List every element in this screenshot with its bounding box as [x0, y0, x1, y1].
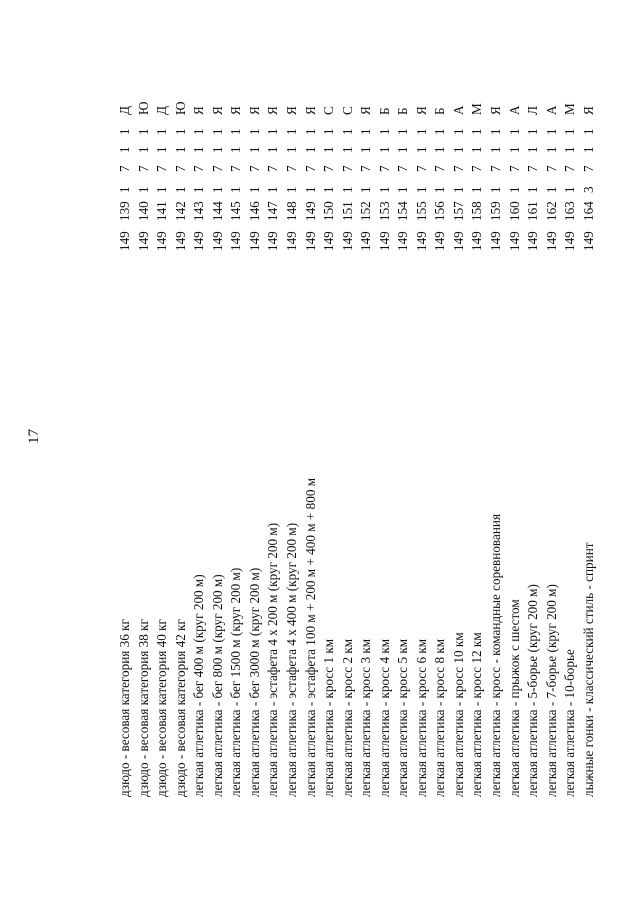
flag-b-cell: 1	[543, 128, 559, 135]
flag-b-cell: 1	[413, 128, 429, 135]
number-cell: 158	[469, 201, 485, 221]
flag-a-cell: 1	[543, 146, 559, 153]
type-cell: 1	[228, 186, 244, 193]
letter-code-cell: Б	[395, 107, 411, 115]
flag-b-cell: 1	[358, 128, 374, 135]
flag-b-cell: 1	[506, 128, 522, 135]
letter-code-cell: Ю	[172, 101, 188, 115]
group-cell: 7	[117, 165, 132, 172]
code-cell: 149	[246, 231, 262, 251]
type-cell: 1	[543, 186, 559, 193]
sport-discipline-name: дзюдо - весовая категория 36 кг	[117, 619, 132, 797]
table-row	[246, 0, 264, 905]
flag-a-cell: 1	[376, 146, 392, 153]
type-cell: 1	[283, 186, 299, 193]
letter-code-cell: Я	[228, 106, 244, 115]
sport-discipline-name: легкая атлетика - бег 800 м (круг 200 м)	[209, 574, 225, 797]
table-row	[506, 0, 524, 905]
table-row	[394, 0, 412, 905]
sport-discipline-name: легкая атлетика - кросс 10 км	[450, 632, 466, 797]
type-cell: 1	[321, 186, 337, 193]
group-cell: 7	[506, 165, 522, 172]
letter-code-cell: Я	[302, 106, 318, 115]
letter-code-cell: М	[469, 103, 485, 115]
table-row	[227, 0, 245, 905]
flag-a-cell: 1	[562, 146, 578, 153]
number-cell: 162	[543, 201, 559, 221]
table-row	[357, 0, 375, 905]
code-cell: 149	[283, 231, 299, 251]
letter-code-cell: Я	[488, 106, 503, 115]
group-cell: 7	[172, 165, 188, 172]
flag-a-cell: 1	[469, 146, 485, 153]
code-cell: 149	[172, 231, 188, 251]
code-cell: 149	[154, 231, 170, 251]
group-cell: 7	[154, 165, 170, 172]
group-cell: 7	[488, 165, 503, 172]
flag-b-cell: 1	[154, 128, 170, 135]
type-cell: 1	[562, 186, 578, 193]
table-row	[302, 0, 320, 905]
code-cell: 149	[265, 231, 281, 251]
table-row	[320, 0, 338, 905]
flag-b-cell: 1	[339, 128, 355, 135]
flag-a-cell: 1	[395, 146, 411, 153]
number-cell: 153	[376, 201, 392, 221]
page-number: 17	[26, 429, 42, 444]
sport-discipline-name: лыжные гонки - классический стиль - спринт	[580, 542, 596, 797]
type-cell: 1	[154, 186, 170, 193]
sport-discipline-name: легкая атлетика - кросс - командные соревнования	[488, 513, 503, 797]
flag-a-cell: 1	[321, 146, 337, 153]
type-cell: 1	[525, 186, 541, 193]
group-cell: 7	[339, 165, 355, 172]
flag-a-cell: 1	[525, 146, 541, 153]
flag-a-cell: 1	[228, 146, 244, 153]
flag-b-cell: 1	[283, 128, 299, 135]
letter-code-cell: Б	[376, 107, 392, 115]
group-cell: 7	[469, 165, 485, 172]
number-cell: 142	[172, 201, 188, 221]
code-cell: 149	[543, 231, 559, 251]
type-cell: 1	[135, 186, 151, 193]
letter-code-cell: Я	[358, 106, 374, 115]
table-row	[172, 0, 190, 905]
group-cell: 7	[358, 165, 374, 172]
number-cell: 148	[283, 201, 299, 221]
letter-code-cell: Я	[191, 106, 207, 115]
type-cell: 1	[117, 186, 132, 193]
sport-discipline-name: легкая атлетика - бег 400 м (круг 200 м)	[191, 574, 207, 797]
number-cell: 143	[191, 201, 207, 221]
number-cell: 163	[562, 201, 578, 221]
type-cell: 1	[432, 186, 448, 193]
flag-b-cell: 1	[321, 128, 337, 135]
table-row	[543, 0, 561, 905]
flag-b-cell: 1	[191, 128, 207, 135]
number-cell: 144	[209, 201, 225, 221]
group-cell: 7	[246, 165, 262, 172]
code-cell: 149	[321, 231, 337, 251]
group-cell: 7	[395, 165, 411, 172]
sport-discipline-name: легкая атлетика - эстафета 4 х 200 м (круг 200 м)	[265, 522, 281, 797]
table-row	[580, 0, 598, 905]
flag-a-cell: 1	[413, 146, 429, 153]
sport-discipline-name: дзюдо - весовая категория 38 кг	[135, 619, 151, 797]
table-row	[190, 0, 208, 905]
type-cell: 1	[413, 186, 429, 193]
flag-b-cell: 1	[117, 128, 132, 135]
table-row	[431, 0, 449, 905]
flag-b-cell: 1	[265, 128, 281, 135]
sport-discipline-name: легкая атлетика - кросс 5 км	[395, 638, 411, 797]
code-cell: 149	[339, 231, 355, 251]
type-cell: 1	[172, 186, 188, 193]
sport-discipline-name: легкая атлетика - бег 3000 м (круг 200 м)	[246, 567, 262, 797]
number-cell: 161	[525, 201, 541, 221]
sport-discipline-name: легкая атлетика - кросс 2 км	[339, 638, 355, 797]
flag-b-cell: 1	[488, 128, 503, 135]
letter-code-cell: Я	[265, 106, 281, 115]
type-cell: 1	[246, 186, 262, 193]
sport-discipline-name: легкая атлетика - 5-борье (круг 200 м)	[525, 584, 541, 797]
letter-code-cell: Ю	[135, 101, 151, 115]
code-cell: 149	[488, 231, 503, 251]
code-cell: 149	[506, 231, 522, 251]
code-cell: 149	[580, 231, 596, 251]
type-cell: 1	[358, 186, 374, 193]
letter-code-cell: С	[339, 106, 355, 115]
code-cell: 149	[228, 231, 244, 251]
number-cell: 164	[580, 201, 596, 221]
flag-a-cell: 1	[506, 146, 522, 153]
group-cell: 7	[283, 165, 299, 172]
number-cell: 140	[135, 201, 151, 221]
number-cell: 151	[339, 201, 355, 221]
number-cell: 147	[265, 201, 281, 221]
group-cell: 7	[321, 165, 337, 172]
flag-a-cell: 1	[172, 146, 188, 153]
code-cell: 149	[358, 231, 374, 251]
code-cell: 149	[135, 231, 151, 251]
flag-a-cell: 1	[117, 146, 132, 153]
sport-discipline-name: легкая атлетика - кросс 1 км	[321, 638, 337, 797]
flag-b-cell: 1	[172, 128, 188, 135]
sport-discipline-name: дзюдо - весовая категория 42 кг	[172, 619, 188, 797]
table-row	[116, 0, 134, 905]
type-cell: 1	[265, 186, 281, 193]
number-cell: 150	[321, 201, 337, 221]
group-cell: 7	[228, 165, 244, 172]
table-row	[135, 0, 153, 905]
code-cell: 149	[209, 231, 225, 251]
table-row	[339, 0, 357, 905]
flag-a-cell: 1	[154, 146, 170, 153]
table-row	[153, 0, 171, 905]
code-cell: 149	[562, 231, 578, 251]
table-row	[561, 0, 579, 905]
group-cell: 7	[376, 165, 392, 172]
number-cell: 145	[228, 201, 244, 221]
flag-b-cell: 1	[395, 128, 411, 135]
table-row	[209, 0, 227, 905]
flag-b-cell: 1	[228, 128, 244, 135]
group-cell: 7	[265, 165, 281, 172]
letter-code-cell: Л	[525, 106, 541, 115]
number-cell: 157	[450, 201, 466, 221]
number-cell: 155	[413, 201, 429, 221]
flag-a-cell: 1	[135, 146, 151, 153]
group-cell: 7	[302, 165, 318, 172]
table-row	[413, 0, 431, 905]
sport-discipline-name: дзюдо - весовая категория 40 кг	[154, 619, 170, 797]
sport-discipline-name: легкая атлетика - кросс 6 км	[413, 638, 429, 797]
type-cell: 1	[469, 186, 485, 193]
code-cell: 149	[117, 231, 132, 251]
flag-a-cell: 1	[191, 146, 207, 153]
group-cell: 7	[580, 165, 596, 172]
group-cell: 7	[450, 165, 466, 172]
letter-code-cell: А	[506, 105, 522, 115]
code-cell: 149	[395, 231, 411, 251]
letter-code-cell: Б	[432, 107, 448, 115]
code-cell: 149	[376, 231, 392, 251]
group-cell: 7	[543, 165, 559, 172]
flag-b-cell: 1	[450, 128, 466, 135]
letter-code-cell: Я	[413, 106, 429, 115]
flag-a-cell: 1	[580, 146, 596, 153]
flag-b-cell: 1	[469, 128, 485, 135]
flag-a-cell: 1	[302, 146, 318, 153]
group-cell: 7	[209, 165, 225, 172]
type-cell: 1	[395, 186, 411, 193]
type-cell: 1	[506, 186, 522, 193]
group-cell: 7	[562, 165, 578, 172]
letter-code-cell: Я	[580, 106, 596, 115]
number-cell: 146	[246, 201, 262, 221]
flag-b-cell: 1	[562, 128, 578, 135]
sport-discipline-name: легкая атлетика - кросс 12 км	[469, 632, 485, 797]
flag-a-cell: 1	[432, 146, 448, 153]
code-cell: 149	[450, 231, 466, 251]
number-cell: 149	[302, 201, 318, 221]
type-cell: 1	[450, 186, 466, 193]
table-row	[524, 0, 542, 905]
flag-a-cell: 1	[265, 146, 281, 153]
sport-discipline-name: легкая атлетика - бег 1500 м (круг 200 м)	[228, 567, 244, 797]
table-row	[450, 0, 468, 905]
group-cell: 7	[413, 165, 429, 172]
flag-b-cell: 1	[376, 128, 392, 135]
table-row	[487, 0, 505, 905]
letter-code-cell: Д	[154, 106, 170, 115]
group-cell: 7	[191, 165, 207, 172]
number-cell: 141	[154, 201, 170, 221]
code-cell: 149	[302, 231, 318, 251]
letter-code-cell: Я	[283, 106, 299, 115]
sport-discipline-name: легкая атлетика - кросс 8 км	[432, 638, 448, 797]
sport-discipline-name: легкая атлетика - 7-борье (круг 200 м)	[543, 584, 559, 797]
table-row	[376, 0, 394, 905]
sport-discipline-name: легкая атлетика - кросс 4 км	[376, 638, 392, 797]
code-cell: 149	[469, 231, 485, 251]
flag-a-cell: 1	[450, 146, 466, 153]
flag-b-cell: 1	[135, 128, 151, 135]
flag-a-cell: 1	[209, 146, 225, 153]
sport-discipline-name: легкая атлетика - эстафета 100 м + 200 м + 400 м + 800 м	[302, 477, 318, 797]
flag-a-cell: 1	[339, 146, 355, 153]
letter-code-cell: Я	[246, 106, 262, 115]
flag-b-cell: 1	[246, 128, 262, 135]
flag-b-cell: 1	[302, 128, 318, 135]
sport-discipline-name: легкая атлетика - кросс 3 км	[358, 638, 374, 797]
type-cell: 1	[376, 186, 392, 193]
flag-b-cell: 1	[580, 128, 596, 135]
number-cell: 159	[488, 201, 503, 221]
number-cell: 152	[358, 201, 374, 221]
flag-a-cell: 1	[358, 146, 374, 153]
letter-code-cell: М	[562, 103, 578, 115]
type-cell: 1	[488, 186, 503, 193]
letter-code-cell: С	[321, 106, 337, 115]
sport-discipline-name: легкая атлетика - эстафета 4 х 400 м (круг 200 м)	[283, 522, 299, 797]
letter-code-cell: А	[543, 105, 559, 115]
number-cell: 139	[117, 201, 132, 221]
table-row	[468, 0, 486, 905]
number-cell: 154	[395, 201, 411, 221]
number-cell: 160	[506, 201, 522, 221]
type-cell: 1	[191, 186, 207, 193]
flag-b-cell: 1	[432, 128, 448, 135]
code-cell: 149	[432, 231, 448, 251]
code-cell: 149	[413, 231, 429, 251]
sport-discipline-name: легкая атлетика - 10-борье	[562, 649, 578, 797]
group-cell: 7	[135, 165, 151, 172]
group-cell: 7	[525, 165, 541, 172]
number-cell: 156	[432, 201, 448, 221]
flag-b-cell: 1	[525, 128, 541, 135]
letter-code-cell: Я	[209, 106, 225, 115]
table-row	[264, 0, 282, 905]
flag-a-cell: 1	[283, 146, 299, 153]
letter-code-cell: А	[450, 105, 466, 115]
group-cell: 7	[432, 165, 448, 172]
sport-discipline-name: легкая атлетика - прыжок с шестом	[506, 599, 522, 797]
type-cell: 1	[339, 186, 355, 193]
type-cell: 1	[209, 186, 225, 193]
letter-code-cell: Д	[117, 106, 132, 115]
flag-a-cell: 1	[246, 146, 262, 153]
type-cell: 1	[302, 186, 318, 193]
flag-a-cell: 1	[488, 146, 503, 153]
table-row	[283, 0, 301, 905]
flag-b-cell: 1	[209, 128, 225, 135]
code-cell: 149	[525, 231, 541, 251]
type-cell: 3	[580, 186, 596, 193]
code-cell: 149	[191, 231, 207, 251]
